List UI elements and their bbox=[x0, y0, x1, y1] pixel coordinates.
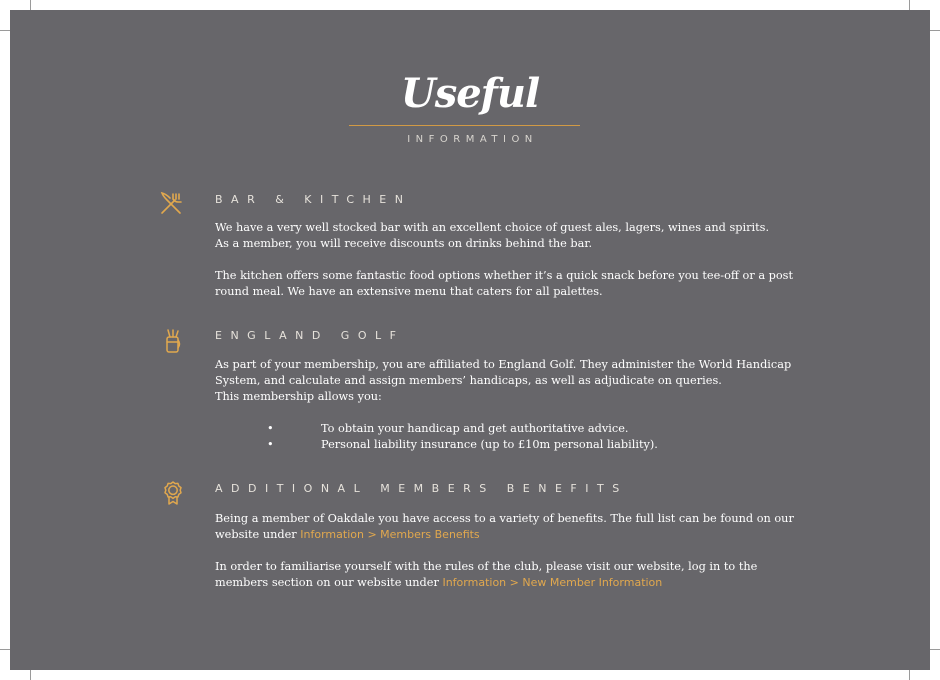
paragraph bbox=[215, 357, 795, 405]
fork-knife-icon bbox=[158, 191, 184, 217]
list-item: • Personal liability insurance (up to £10m personal liability). bbox=[267, 438, 658, 451]
text-line: As part of your membership, you are affiliated to England Golf. They administer the World Handicap System, and calculate and assign members’ handicaps, as well as adjudicate on queries. bbox=[215, 358, 792, 387]
paragraph bbox=[215, 511, 795, 543]
members-benefits-link[interactable]: Information > Members Benefits bbox=[300, 528, 480, 541]
section-heading-bar-kitchen: BAR & KITCHEN bbox=[215, 193, 412, 206]
text-line: The kitchen offers some fantastic food options whether it’s a quick snack before you tee-off or a post round meal. We have an extensive menu that caters for all palettes. bbox=[215, 269, 794, 298]
section-heading-england-golf: ENGLAND GOLF bbox=[215, 329, 405, 342]
list-item-text: Personal liability insurance (up to £10m personal liability). bbox=[321, 438, 658, 451]
golf-bag-icon bbox=[160, 328, 186, 354]
page-subtitle: INFORMATION bbox=[407, 134, 538, 145]
bar-kitchen-text bbox=[215, 220, 795, 300]
text-line: As a member, you will receive discounts on drinks behind the bar. bbox=[215, 237, 593, 250]
text-line: In order to familiarise yourself with the rules of the club, please visit our website, log in to the members section on our website under bbox=[215, 560, 758, 589]
page-title: Useful bbox=[400, 70, 540, 117]
england-golf-text bbox=[215, 357, 795, 405]
paragraph bbox=[215, 220, 795, 252]
text-line: Being a member of Oakdale you have access to a variety of benefits. The full list can be found on our website under bbox=[215, 512, 794, 541]
text-line: We have a very well stocked bar with an excellent choice of guest ales, lagers, wines and spirits. bbox=[215, 221, 770, 234]
paragraph bbox=[215, 268, 795, 300]
section-heading-additional-benefits: ADDITIONAL MEMBERS BENEFITS bbox=[215, 482, 628, 495]
benefits-bullet-list bbox=[215, 421, 815, 453]
list-item: • To obtain your handicap and get authoritative advice. bbox=[267, 422, 629, 435]
award-badge-icon bbox=[160, 480, 186, 506]
text-line: This membership allows you: bbox=[215, 390, 382, 403]
info-page bbox=[10, 10, 930, 670]
title-divider bbox=[349, 125, 580, 126]
list-item-text: To obtain your handicap and get authoritative advice. bbox=[321, 422, 629, 435]
additional-benefits-text bbox=[215, 511, 795, 591]
paragraph bbox=[215, 559, 795, 591]
new-member-information-link[interactable]: Information > New Member Information bbox=[442, 576, 663, 589]
